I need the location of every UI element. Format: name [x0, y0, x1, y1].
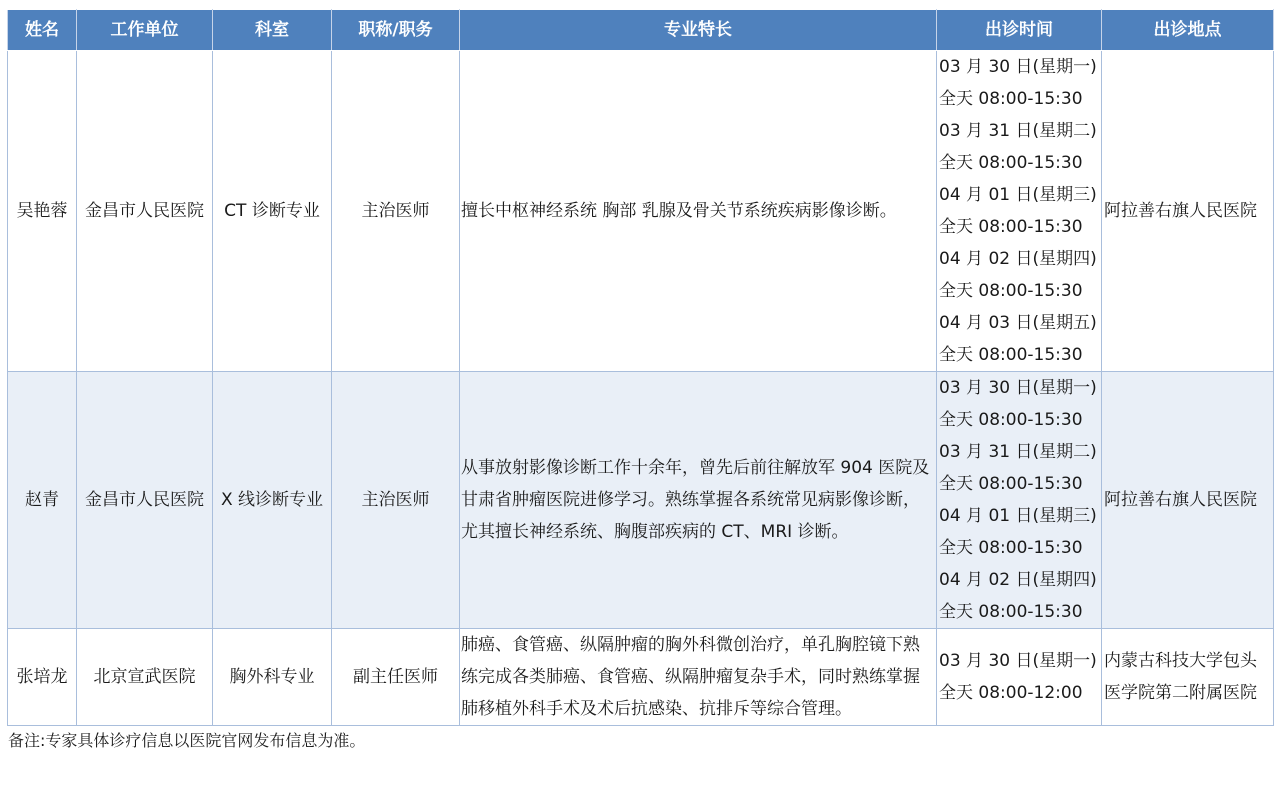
time-line: 03 月 30 日(星期一) — [939, 57, 1097, 77]
place-line: 阿拉善右旗人民医院 — [1104, 490, 1257, 510]
time-line: 全天 08:00-15:30 — [939, 281, 1083, 301]
visit-place — [1102, 51, 1274, 372]
department: 胸外科专业 — [213, 629, 332, 726]
specialty-text: 从事放射影像诊断工作十余年，曾先后前往解放军 904 医院及甘肃省肿瘤医院进修学习。熟练掌握各系统常见病影像诊断，尤其擅长神经系统、胸腹部疾病的 CT、MRI 诊断。 — [461, 458, 930, 542]
specialty — [460, 51, 937, 372]
time-line: 全天 08:00-15:30 — [939, 89, 1083, 109]
specialty — [460, 372, 937, 629]
visit-time — [937, 372, 1102, 629]
time-line: 全天 08:00-15:30 — [939, 410, 1083, 430]
visit-place — [1102, 629, 1274, 726]
work-unit: 北京宣武医院 — [77, 629, 213, 726]
work-unit: 金昌市人民医院 — [77, 51, 213, 372]
doctor-name: 吴艳蓉 — [8, 51, 77, 372]
time-line: 全天 08:00-15:30 — [939, 602, 1083, 622]
header-place: 出诊地点 — [1102, 10, 1274, 51]
header-specialty: 专业特长 — [460, 10, 937, 51]
work-unit: 金昌市人民医院 — [77, 372, 213, 629]
header-name: 姓名 — [8, 10, 77, 51]
job-title: 主治医师 — [332, 51, 460, 372]
time-line: 全天 08:00-12:00 — [939, 683, 1083, 703]
expert-schedule-table — [7, 9, 1274, 726]
time-line: 全天 08:00-15:30 — [939, 538, 1083, 558]
time-line: 03 月 30 日(星期一) — [939, 651, 1097, 671]
place-line: 内蒙古科技大学包头 — [1104, 651, 1257, 671]
time-line: 全天 08:00-15:30 — [939, 153, 1083, 173]
time-line: 04 月 01 日(星期三) — [939, 185, 1097, 205]
footnote: 备注:专家具体诊疗信息以医院官网发布信息为准。 — [8, 731, 366, 750]
time-line: 全天 08:00-15:30 — [939, 474, 1083, 494]
time-line: 04 月 02 日(星期四) — [939, 570, 1097, 590]
header-department: 科室 — [213, 10, 332, 51]
table-row — [8, 629, 1274, 726]
time-line: 04 月 01 日(星期三) — [939, 506, 1097, 526]
time-line: 04 月 03 日(星期五) — [939, 313, 1097, 333]
specialty-text: 擅长中枢神经系统 胸部 乳腺及骨关节系统疾病影像诊断。 — [461, 201, 897, 221]
job-title: 主治医师 — [332, 372, 460, 629]
doctor-name: 张培龙 — [8, 629, 77, 726]
time-line: 全天 08:00-15:30 — [939, 217, 1083, 237]
specialty-text: 肺癌、食管癌、纵隔肿瘤的胸外科微创治疗，单孔胸腔镜下熟练完成各类肺癌、食管癌、纵隔肿瘤复杂手术，同时熟练掌握肺移植外科手术及术后抗感染、抗排斥等综合管理。 — [461, 635, 920, 719]
time-line: 03 月 30 日(星期一) — [939, 378, 1097, 398]
header-title: 职称/职务 — [332, 10, 460, 51]
time-line: 全天 08:00-15:30 — [939, 345, 1083, 365]
header-time: 出诊时间 — [937, 10, 1102, 51]
time-line: 03 月 31 日(星期二) — [939, 442, 1097, 462]
time-line: 04 月 02 日(星期四) — [939, 249, 1097, 269]
place-line: 阿拉善右旗人民医院 — [1104, 201, 1257, 221]
time-line: 03 月 31 日(星期二) — [939, 121, 1097, 141]
department: X 线诊断专业 — [213, 372, 332, 629]
table-header-row — [8, 10, 1274, 51]
table-row — [8, 372, 1274, 629]
table-row — [8, 51, 1274, 372]
department: CT 诊断专业 — [213, 51, 332, 372]
visit-time — [937, 51, 1102, 372]
place-line: 医学院第二附属医院 — [1104, 683, 1257, 703]
visit-place — [1102, 372, 1274, 629]
header-unit: 工作单位 — [77, 10, 213, 51]
job-title: 副主任医师 — [332, 629, 460, 726]
specialty — [460, 629, 937, 726]
visit-time — [937, 629, 1102, 726]
doctor-name: 赵青 — [8, 372, 77, 629]
